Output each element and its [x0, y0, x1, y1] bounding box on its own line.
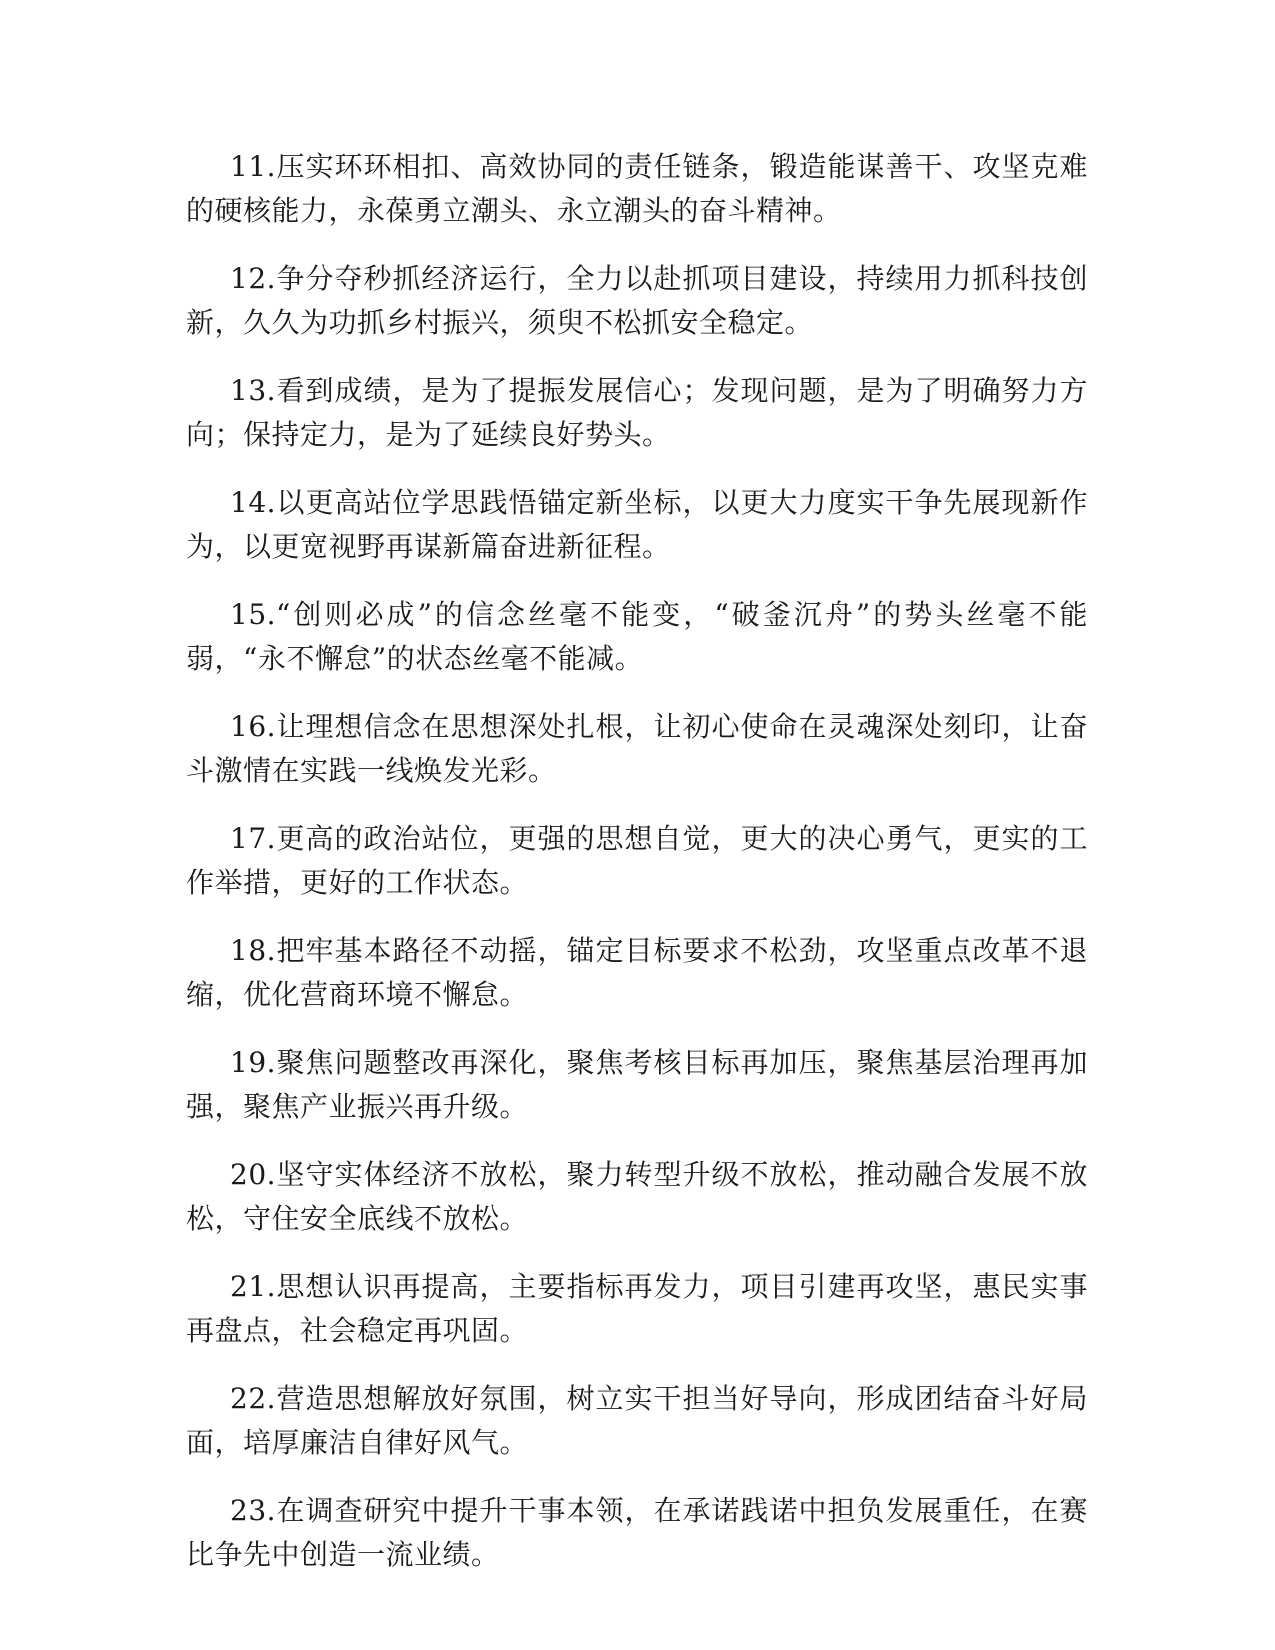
paragraph-18: 18.把牢基本路径不动摇，锚定目标要求不松劲，攻坚重点改革不退缩，优化营商环境不懈怠。: [186, 934, 1088, 1011]
paragraph-22: 22.营造思想解放好氛围，树立实干担当好导向，形成团结奋斗好局面，培厚廉洁自律好风气。: [186, 1382, 1088, 1459]
paragraph-15: 15.“创则必成”的信念丝毫不能变，“破釜沉舟”的势头丝毫不能弱，“永不懈怠”的状态丝毫不能减。: [186, 598, 1088, 675]
paragraph-12: 12.争分夺秒抓经济运行，全力以赴抓项目建设，持续用力抓科技创新，久久为功抓乡村振兴，须臾不松抓安全稳定。: [186, 262, 1088, 339]
paragraph-14: 14.以更高站位学思践悟锚定新坐标，以更大力度实干争先展现新作为，以更宽视野再谋新篇奋进新征程。: [186, 486, 1088, 563]
paragraph-21: 21.思想认识再提高，主要指标再发力，项目引建再攻坚，惠民实事再盘点，社会稳定再巩固。: [186, 1270, 1088, 1347]
document-body: [186, 145, 1088, 1601]
paragraph-17: 17.更高的政治站位，更强的思想自觉，更大的决心勇气，更实的工作举措，更好的工作状态。: [186, 822, 1088, 899]
paragraph-20: 20.坚守实体经济不放松，聚力转型升级不放松，推动融合发展不放松，守住安全底线不放松。: [186, 1158, 1088, 1235]
paragraph-23: 23.在调查研究中提升干事本领，在承诺践诺中担负发展重任，在赛比争先中创造一流业绩。: [186, 1494, 1088, 1571]
paragraph-13: 13.看到成绩，是为了提振发展信心；发现问题，是为了明确努力方向；保持定力，是为了延续良好势头。: [186, 374, 1088, 451]
paragraph-19: 19.聚焦问题整改再深化，聚焦考核目标再加压，聚焦基层治理再加强，聚焦产业振兴再升级。: [186, 1046, 1088, 1123]
paragraph-11: 11.压实环环相扣、高效协同的责任链条，锻造能谋善干、攻坚克难的硬核能力，永葆勇立潮头、永立潮头的奋斗精神。: [186, 150, 1088, 227]
paragraph-16: 16.让理想信念在思想深处扎根，让初心使命在灵魂深处刻印，让奋斗激情在实践一线焕发光彩。: [186, 710, 1088, 787]
